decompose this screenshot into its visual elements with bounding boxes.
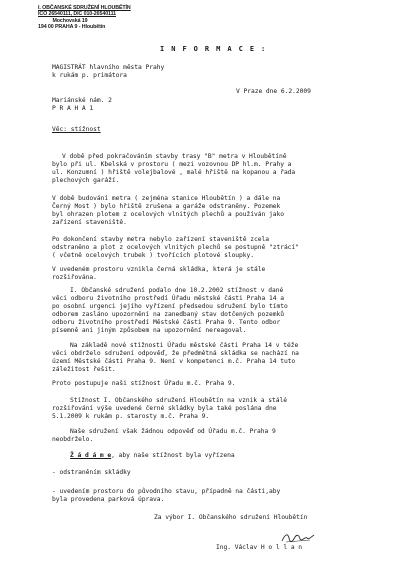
- demand-item: byla provedena parková úprava.: [52, 496, 165, 503]
- recipient-line: k rukám p. primátora: [52, 72, 127, 79]
- body-line: ul. Konzumní ) hřiště volejbalové , malé hřiště na kopanou a řada: [52, 169, 296, 176]
- recipient-line: P R A H A 1: [52, 105, 94, 112]
- sender-ids: IČO 26540111, DIČ 010-26540111: [38, 11, 116, 18]
- body-line: věci odboru životního prostředí Úřadu městské části Praha 14 a: [52, 295, 284, 302]
- body-line: 5.1.2009 k rukám p. starosty m.č. Praha 9.: [52, 413, 210, 420]
- body-line: Na základě nové stížnosti Úřadu městské části Praha 14 v téže: [70, 342, 299, 349]
- body-line: rozšiřování výše uvedené černé skládky byla také poslána dne: [52, 405, 277, 412]
- demand-lead: Ž á d á m e: [70, 452, 112, 459]
- body-line: písemně ani jiným způsobem na upozornění nereagoval.: [52, 327, 247, 334]
- demand-item: - odstraněním skládky: [52, 469, 131, 476]
- handwritten-signature: [280, 532, 316, 544]
- body-line: ( včetně ocelových trubek ) tvořících plotové sloupky.: [52, 252, 255, 259]
- body-line: odborem zasláno upozornění na zanedbaný stav dotčených pozemků: [52, 311, 284, 318]
- body-line: V uvedeném prostoru vznikla černá skládka, která je stále: [52, 266, 266, 273]
- sender-city: 194 00 PRAHA 9 - Hloubětín: [38, 23, 106, 30]
- body-line: věci obdrželo sdružení odpověď, že předmětná skládka se nachází na: [52, 350, 299, 357]
- body-line: neobdrželo.: [52, 436, 94, 443]
- sender-block: [38, 5, 131, 30]
- body-line: záležitost řešit.: [52, 366, 116, 373]
- body-line: Proto postupuje naši stížnost Úřadu m.č. Praha 9.: [52, 380, 236, 387]
- demand-item: - uvedením prostoru do původního stavu, případně na části,aby: [52, 488, 281, 495]
- body-line: V době budování metra ( zejména stanice Hloubětín ) a dále na: [52, 195, 281, 202]
- recipient-line: MAGISTRÁT hlavního města Prahy: [52, 64, 165, 71]
- body-line: Černý Most ) bylo hřiště zrušena a garáže odstraněny. Pozemek: [52, 203, 281, 210]
- recipient-line: Mariánské nám. 2: [52, 97, 112, 104]
- body-line: odstraněno a plot z ocelových vlnitých plechů se postupně "ztrácí": [52, 244, 299, 251]
- demand-line: [70, 452, 235, 460]
- body-line: byl ohrazen plotem z ocelových vlnitých plechů a používán jako: [52, 211, 284, 218]
- body-line: odboru životního prostředí Městské části Praha 9. Tento odbor: [52, 319, 281, 326]
- body-line: I. Občanské sdružení podalo dne 10.2.2002 stížnost v dané: [70, 287, 284, 294]
- body-line: plechových garáží.: [52, 177, 120, 184]
- body-line: území Městské části Praha 9. Není v kompetenci m.č. Praha 14 tuto: [52, 358, 296, 365]
- body-line: Naše sdružení však žádnou odpověď od Úřadu m.č. Praha 9: [70, 428, 276, 435]
- body-line: Stížnost I. Občanského sdružení Hloubětín na vznik a stálé: [70, 397, 287, 404]
- signature-name: Ing. Václav H o l l a n: [216, 544, 303, 551]
- sender-name: I. OBČANSKÉ SDRUŽENÍ HLOUBĚTÍN: [38, 5, 131, 11]
- body-line: po osobní urgenci jejího vyřízení předsedou sdružení bylo tímto: [52, 303, 288, 310]
- body-line: zařízení staveniště.: [52, 219, 127, 226]
- sender-street: Mochovská 19: [52, 17, 88, 24]
- body-line: rozšiřována.: [52, 274, 97, 281]
- subject-line: Věc: stížnost: [52, 126, 101, 133]
- document-title: I N F O R M A C E :: [160, 45, 267, 53]
- signature-for-line: Za výbor I. Občanského sdružení Hloubětín: [154, 514, 308, 521]
- body-line: V době před pokračováním stavby trasy "B" metra v Hloubětíně: [62, 153, 287, 160]
- body-line: bylo při ul. Kbelská v prostoru ( mezi vozovnou DP hl.m. Prahy a: [52, 161, 292, 168]
- body-line: Po dokončení stavby metra nebylo zařízení staveniště zcela: [52, 236, 269, 243]
- demand-rest: , aby naše stížnost byla vyřízena: [111, 452, 235, 459]
- date-line: V Praze dne 6.2.2009: [236, 88, 311, 95]
